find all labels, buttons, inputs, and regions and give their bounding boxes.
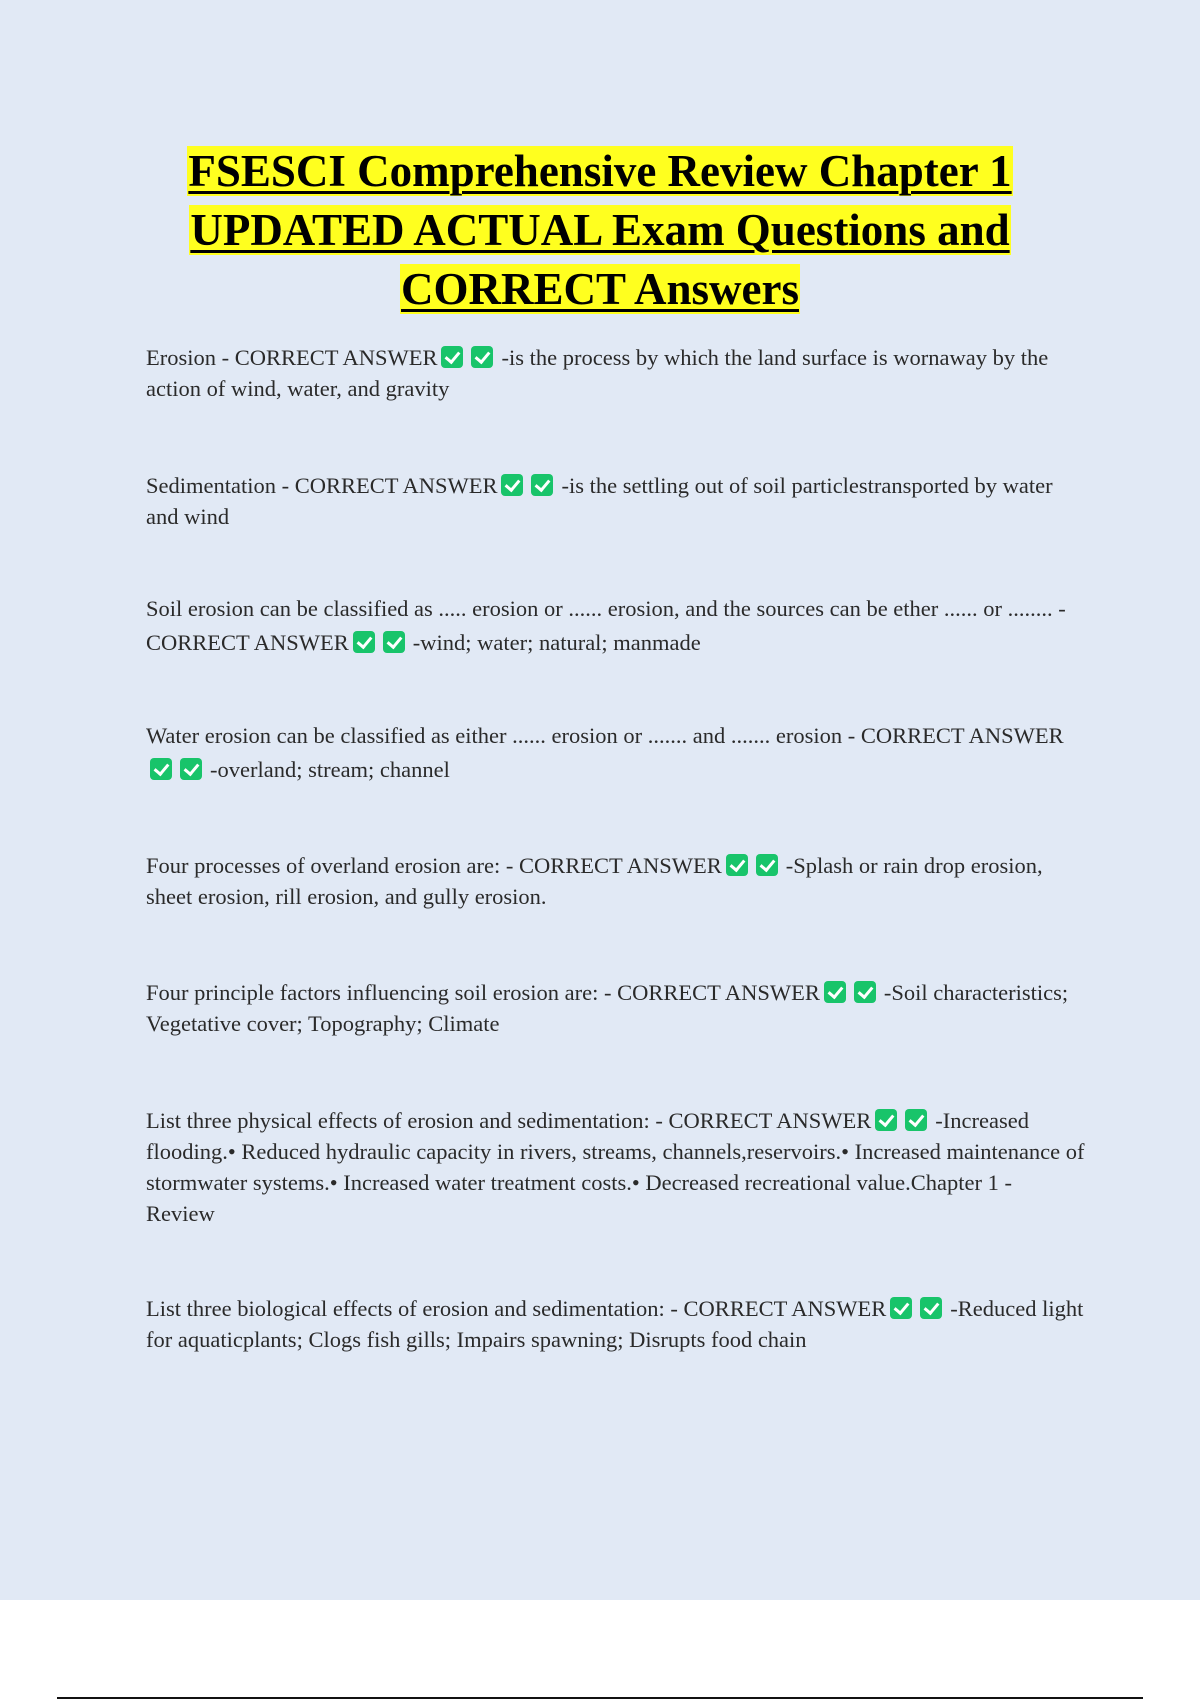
question-text: Soil erosion can be classified as ..... erosion or ...... erosion, and the sources can be ether ...... or ........ - CORRECT ANSWER: [146, 596, 1066, 655]
checkmark-icon: [824, 981, 846, 1003]
answer-text: -overland; stream; channel: [210, 757, 450, 782]
qa-item-biological-effects: [146, 1293, 1086, 1355]
question-text: Four principle factors influencing soil erosion are: - CORRECT ANSWER: [146, 980, 820, 1005]
checkmark-icon: [756, 854, 778, 876]
checkmark-icon: [726, 854, 748, 876]
checkmark-icon: [501, 474, 523, 496]
answer-text: -is the settling out of soil particlestransported by water and wind: [146, 473, 1053, 529]
qa-item-physical-effects: [146, 1105, 1086, 1229]
checkmark-icon: [875, 1109, 897, 1131]
question-text: Four processes of overland erosion are: - CORRECT ANSWER: [146, 853, 722, 878]
answer-text: -Increased flooding.• Reduced hydraulic capacity in rivers, streams, channels,reservoirs.• Increased maintenance of stormwater systems.• Increased water treatment costs.• Decreased recreational value.Chapter 1 - Review: [146, 1108, 1085, 1226]
question-text: List three physical effects of erosion and sedimentation: - CORRECT ANSWER: [146, 1108, 872, 1133]
title-line-3: CORRECT Answers: [401, 264, 799, 314]
question-text: Water erosion can be classified as either ...... erosion or ....... and ....... erosion - CORRECT ANSWER: [146, 723, 1064, 748]
checkmark-icon: [890, 1297, 912, 1319]
qa-item-overland-erosion: [146, 850, 1086, 912]
answer-text: -is the process by which the land surface is wornaway by the action of wind, water, and gravity: [146, 345, 1049, 401]
answer-text: -wind; water; natural; manmade: [412, 630, 701, 655]
bottom-divider: [57, 1697, 1143, 1699]
document-title: [100, 142, 1100, 319]
answer-text: -Soil characteristics; Vegetative cover; Topography; Climate: [146, 980, 1069, 1036]
qa-item-soil-erosion: [146, 592, 1086, 660]
question-text: Erosion - CORRECT ANSWER: [146, 345, 438, 370]
checkmark-icon: [353, 631, 375, 653]
answer-text: -Reduced light for aquaticplants; Clogs fish gills; Impairs spawning; Disrupts food chain: [146, 1296, 1084, 1352]
checkmark-icon: [150, 758, 172, 780]
checkmark-icon: [531, 474, 553, 496]
title-line-1: FSESCI Comprehensive Review Chapter 1: [188, 146, 1012, 196]
checkmark-icon: [471, 346, 493, 368]
checkmark-icon: [383, 631, 405, 653]
checkmark-icon: [441, 346, 463, 368]
answer-text: -Splash or rain drop erosion, sheet erosion, rill erosion, and gully erosion.: [146, 853, 1043, 909]
checkmark-icon: [854, 981, 876, 1003]
question-text: Sedimentation - CORRECT ANSWER: [146, 473, 498, 498]
qa-item-water-erosion: [146, 719, 1086, 787]
question-text: List three biological effects of erosion and sedimentation: - CORRECT ANSWER: [146, 1296, 887, 1321]
checkmark-icon: [920, 1297, 942, 1319]
qa-item-sedimentation: [146, 470, 1086, 532]
qa-item-erosion: [146, 342, 1086, 404]
qa-item-factors: [146, 977, 1086, 1039]
checkmark-icon: [180, 758, 202, 780]
title-line-2: UPDATED ACTUAL Exam Questions and: [190, 205, 1010, 255]
checkmark-icon: [905, 1109, 927, 1131]
